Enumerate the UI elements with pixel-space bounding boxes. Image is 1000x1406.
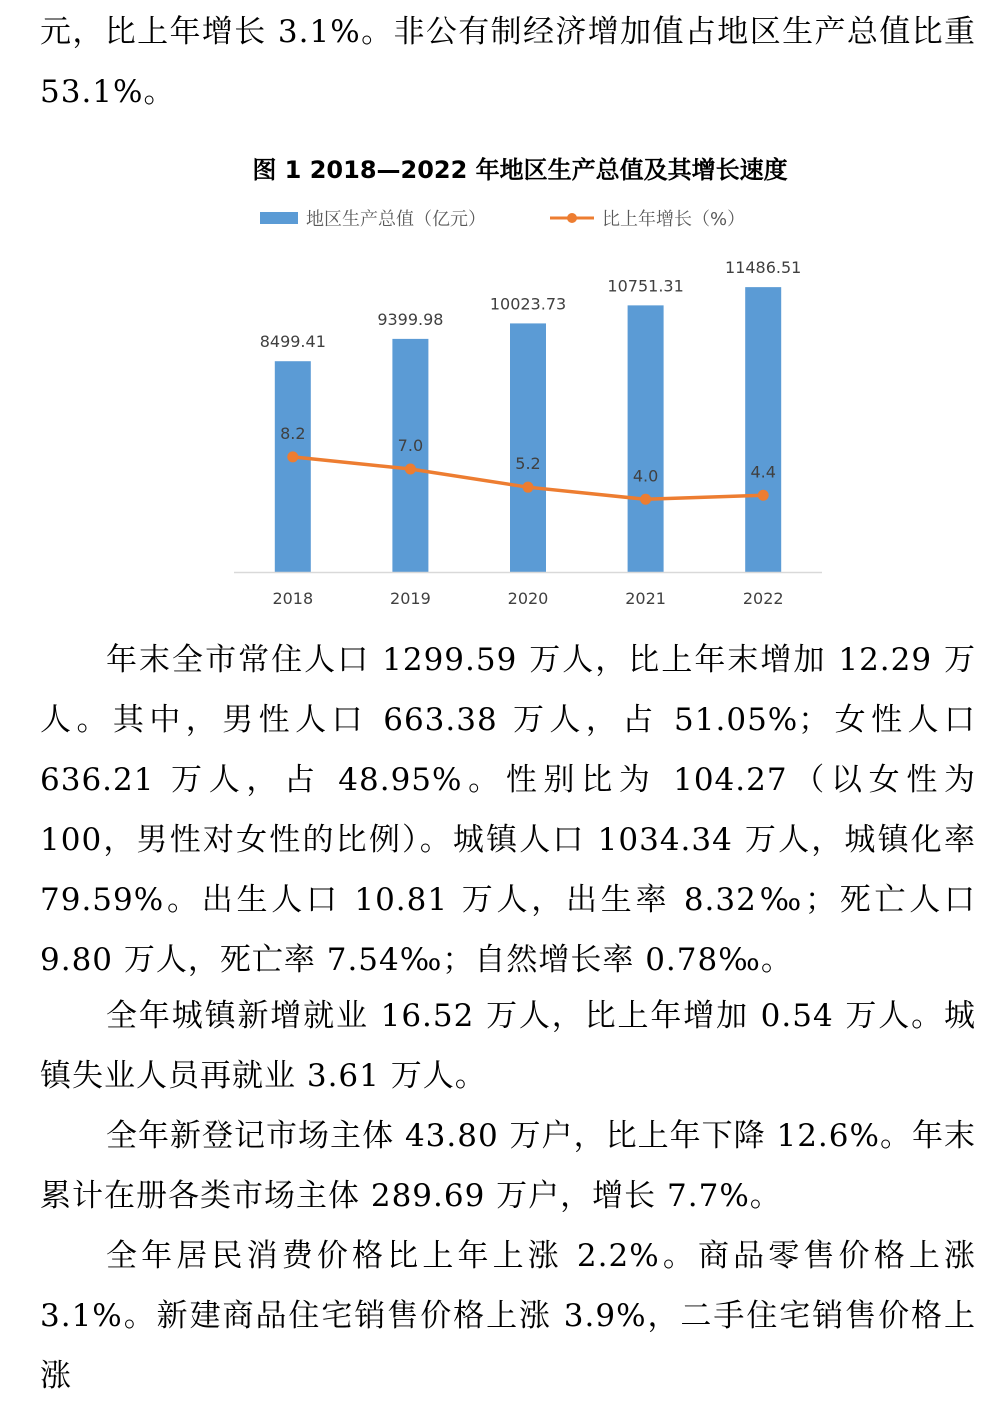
x-tick-label-2022: 2022 bbox=[742, 589, 784, 608]
x-tick-label-2018: 2018 bbox=[272, 589, 314, 608]
growth-point-2019 bbox=[405, 464, 416, 475]
growth-label-2022: 4.4 bbox=[750, 462, 776, 482]
legend-swatch-gdp bbox=[260, 212, 298, 224]
paragraph-population: 年末全市常住人口 1299.59 万人，比上年末增加 12.29 万人。其中，男性人口 663.38 万人，占 51.05%；女性人口 636.21 万人，占 48.95%。性别比为 104.27（以女性为 100，男性对女性的比例）。城镇人口 1034.34 万人，城镇化率 79.59%。出生人口 10.81 万人，出生率 8.32‰；死亡人口 9.80 万人，死亡率 7.54‰；自然增长率 0.78‰。 bbox=[40, 642, 976, 978]
paragraph-prices: 全年居民消费价格比上年上涨 2.2%。商品零售价格上涨3.1%。新建商品住宅销售价格上涨 3.9%，二手住宅销售价格上涨 bbox=[40, 1238, 976, 1394]
gdp-bar-label-2022: 11486.51 bbox=[725, 258, 802, 278]
legend-label-gdp: 地区生产总值（亿元） bbox=[306, 209, 486, 230]
growth-point-2022 bbox=[758, 490, 769, 501]
x-tick-label-2021: 2021 bbox=[625, 589, 666, 608]
growth-label-2018: 8.2 bbox=[280, 423, 306, 443]
growth-point-2020 bbox=[523, 482, 534, 493]
growth-point-2021 bbox=[640, 494, 651, 505]
gdp-bar-label-2021: 10751.31 bbox=[607, 276, 684, 296]
legend-marker-growth bbox=[567, 213, 577, 223]
growth-label-2021: 4.0 bbox=[632, 466, 659, 486]
paragraph-employment: 全年城镇新增就业 16.52 万人，比上年增加 0.54 万人。城镇失业人员再就业 3.61 万人。 bbox=[40, 998, 976, 1094]
growth-label-2019: 7.0 bbox=[397, 436, 424, 456]
paragraph-market-entities: 全年新登记市场主体 43.80 万户，比上年下降 12.6%。年末累计在册各类市场主体 289.69 万户，增长 7.7%。 bbox=[40, 1118, 976, 1214]
x-tick-label-2020: 2020 bbox=[507, 589, 549, 608]
growth-point-2018 bbox=[287, 451, 298, 462]
x-tick-label-2019: 2019 bbox=[390, 589, 431, 608]
legend-label-growth: 比上年增长（%） bbox=[602, 209, 746, 230]
gdp-bar-2019 bbox=[392, 339, 428, 572]
gdp-figure bbox=[190, 140, 850, 620]
gdp-bar-2021 bbox=[628, 305, 664, 572]
figure-title: 图 1 2018—2022 年地区生产总值及其增长速度 bbox=[252, 156, 788, 184]
gdp-bar-2018 bbox=[275, 361, 311, 572]
gdp-bar-2022 bbox=[745, 287, 781, 572]
gdp-chart bbox=[190, 140, 850, 620]
growth-label-2020: 5.2 bbox=[515, 454, 541, 474]
gdp-bar-label-2020: 10023.73 bbox=[489, 294, 567, 314]
gdp-bar-label-2018: 8499.41 bbox=[259, 332, 326, 352]
paragraph-gdp-tail: 元，比上年增长 3.1%。非公有制经济增加值占地区生产总值比重53.1%。 bbox=[40, 14, 976, 110]
gdp-bar-label-2019: 9399.98 bbox=[377, 309, 444, 329]
gdp-bar-2020 bbox=[510, 323, 546, 572]
